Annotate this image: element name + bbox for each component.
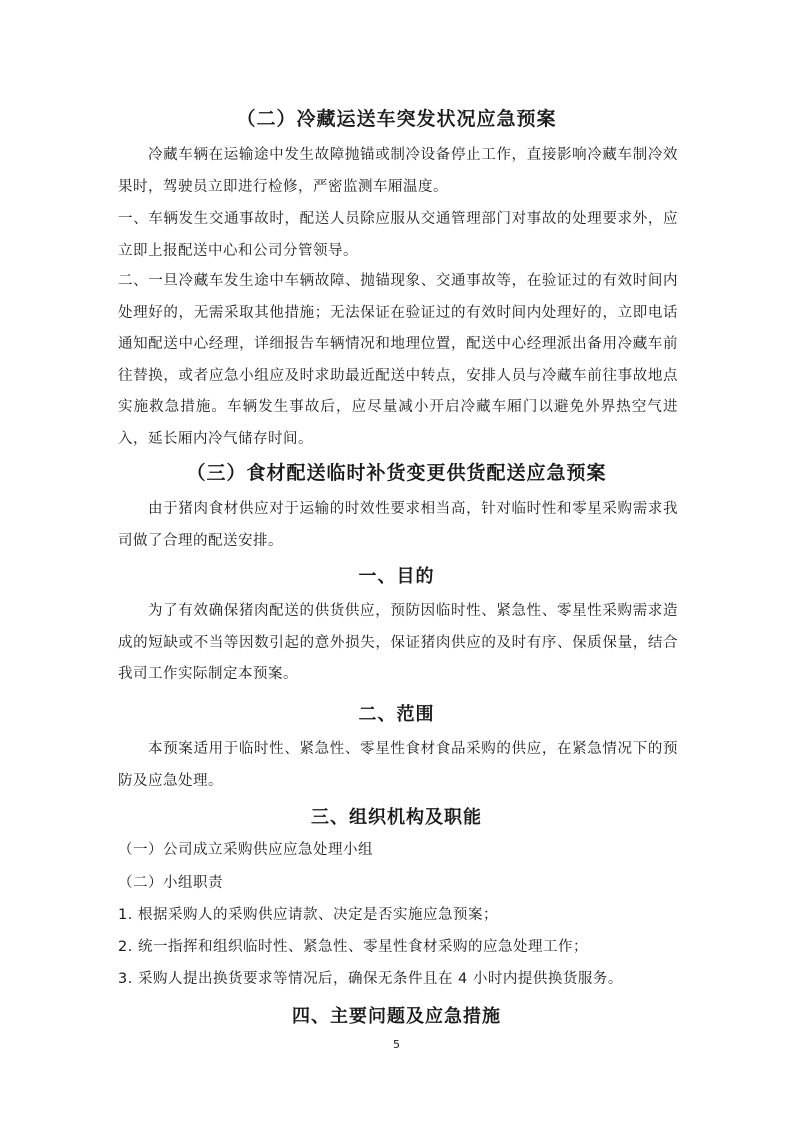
heading-scope: 二、范围 xyxy=(358,704,435,725)
duty-item-1: 1. 根据采购人的采购供应请款、决定是否实施应急预案； xyxy=(118,907,498,923)
section-title-temporary-supply: （三）食材配送临时补货变更供货配送应急预案 xyxy=(186,462,607,484)
refrigerated-intro-paragraph: 冷藏车辆在运输途中发生故障抛锚或制冷设备停止工作，直接影响冷藏车制冷效果时，驾驶员立即进行检修，严密监测车厢温度。 xyxy=(118,147,678,195)
purpose-paragraph: 为了有效确保猪肉配送的供货供应，预防因临时性、紧急性、零星性采购需求造成的短缺或不当等因数引起的意外损失，保证猪肉供应的及时有序、保质保量，结合我司工作实际制定本预案。 xyxy=(118,603,678,682)
section-title-refrigerated-truck: （二）冷藏运送车突发状况应急预案 xyxy=(236,108,557,130)
org-line-duties: （二）小组职责 xyxy=(118,875,223,891)
heading-main-issues: 四、主要问题及应急措施 xyxy=(292,1006,501,1027)
heading-purpose: 一、目的 xyxy=(358,566,435,587)
temporary-supply-intro: 由于猪肉食材供应对于运输的时效性要求相当高，针对临时性和零星采购需求我司做了合理的配送安排。 xyxy=(118,501,678,549)
heading-organization: 三、组织机构及职能 xyxy=(311,807,482,828)
org-line-team: （一）公司成立采购供应应急处理小组 xyxy=(118,842,373,858)
refrigerated-item-2: 二、一旦冷藏车发生途中车辆故障、抛锚现象、交通事故等，在验证过的有效时间内处理好的，无需采取其他措施；无法保证在验证过的有效时间内处理好的，立即电话通知配送中心经理，详细报告车辆情况和地理位置，配送中心经理派出备用冷藏车前往替换，或者应急小组应及时求助最近配送中转点，安排人员与冷藏车前往事故地点实施救急措施。车辆发生事故后，应尽量减小开启冷藏车厢门以避免外界热空气进入，延长厢内冷气储存时间。 xyxy=(118,273,678,447)
refrigerated-item-1: 一、车辆发生交通事故时，配送人员除应服从交通管理部门对事故的处理要求外，应立即上报配送中心和公司分管领导。 xyxy=(118,211,678,259)
scope-paragraph: 本预案适用于临时性、紧急性、零星性食材食品采购的供应，在紧急情况下的预防及应急处理。 xyxy=(118,741,678,789)
page-number: 5 xyxy=(393,1038,400,1051)
duty-item-2: 2. 统一指挥和组织临时性、紧急性、零星性食材采购的应急处理工作； xyxy=(118,939,588,955)
duty-item-3: 3. 采购人提出换货要求等情况后，确保无条件且在 4 小时内提供换货服务。 xyxy=(118,971,623,987)
